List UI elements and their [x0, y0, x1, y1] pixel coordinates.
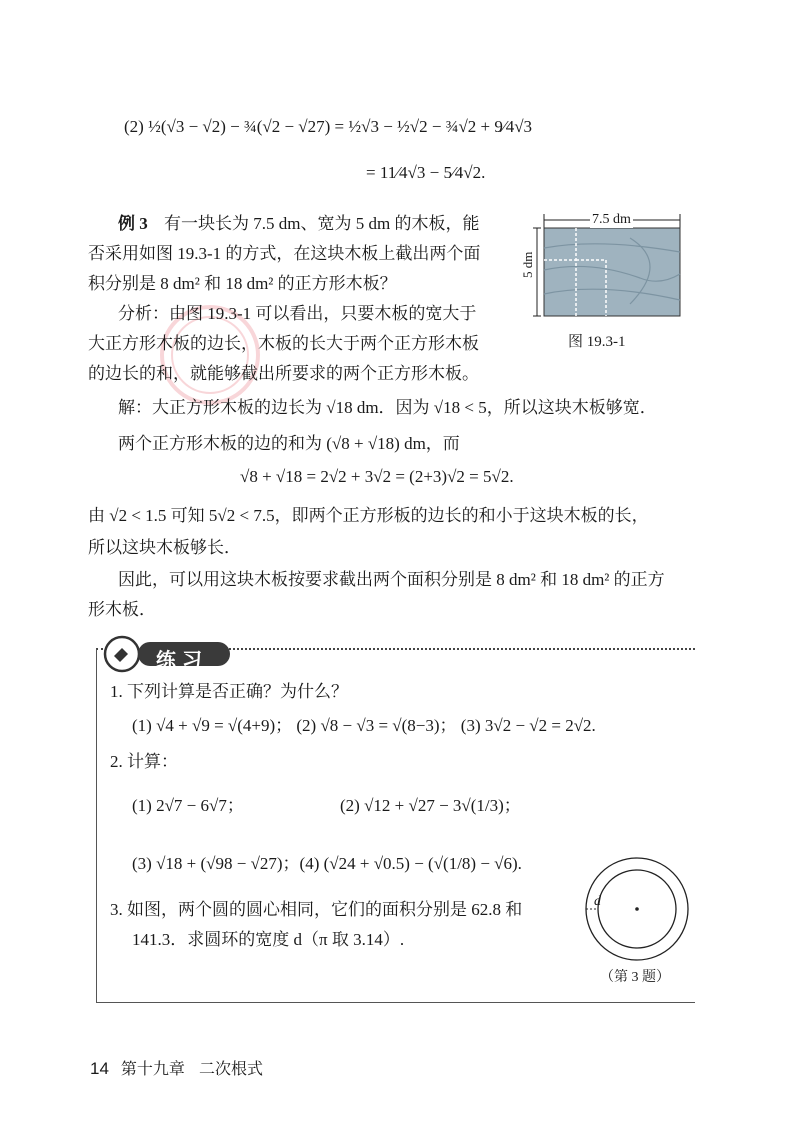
figure-height-label: 5 dm — [520, 251, 535, 278]
page-footer — [90, 1056, 263, 1079]
example3-analysis-l1: 分析：由图 19.3-1 可以看出，只要木板的宽大于 — [118, 304, 477, 323]
conclusion-line1: 因此，可以用这块木板按要求截出两个面积分别是 8 dm² 和 18 dm² 的正方 — [118, 570, 665, 589]
exercise-title: 练习 — [156, 650, 208, 672]
figure-width-label: 7.5 dm — [592, 212, 631, 227]
example3-analysis-l2: 大正方形木板的边长，木板的长大于两个正方形木板 — [88, 334, 479, 353]
exercise-q1-text: 1. 下列计算是否正确？为什么？ — [110, 682, 348, 701]
exercise-q3-caption: （第 3 题） — [600, 970, 670, 985]
solution-part2-line1: (2) ½(√3 − √2) − ¾(√2 − √27) = ½√3 − ½√2 − ¾√2 + 9⁄4√3 — [124, 117, 533, 136]
example3-text-l1: 有一块长为 7.5 dm、宽为 5 dm 的木板，能 — [164, 214, 480, 233]
exercise-q2-item2: (2) √12 + √27 − 3√(1/3)； — [340, 796, 521, 815]
exercise-q3-l2: 141.3．求圆环的宽度 d（π 取 3.14）. — [132, 930, 405, 949]
exercise-q2-item1: (1) 2√7 − 6√7； — [132, 796, 244, 815]
example3-label: 例 3 — [118, 214, 148, 233]
solution-equation: √8 + √18 = 2√2 + 3√2 = (2+3)√2 = 5√2. — [240, 467, 514, 486]
page-number: 14 — [90, 1059, 109, 1078]
exercise-q2-item3: (3) √18 + (√98 − √27)；(4) (√24 + √0.5) − (√(1/8) − √6). — [132, 854, 522, 873]
concentric-d-label: d — [594, 894, 601, 909]
exercise-q1-items: (1) √4 + √9 = √(4+9)； (2) √8 − √3 = √(8−3)； (3) 3√2 − √2 = 2√2. — [132, 716, 596, 735]
example3-analysis-l3: 的边长的和，就能够截出所要求的两个正方形木板。 — [88, 364, 479, 383]
example3-text-l2: 否采用如图 19.3-1 的方式，在这块木板上截出两个面 — [88, 244, 481, 263]
solution-part2-line2: = 11⁄4√3 − 5⁄4√2. — [366, 163, 486, 182]
figure-caption: 图 19.3-1 — [568, 334, 626, 350]
example3-text-l3: 积分别是 8 dm² 和 18 dm² 的正方形木板？ — [88, 274, 397, 293]
exercise-q2-text: 2. 计算： — [110, 752, 178, 771]
solution-line3: 由 √2 < 1.5 可知 5√2 < 7.5，即两个正方形板的边长的和小于这块木板的长， — [88, 506, 649, 525]
exercise-q3-l1: 3. 如图，两个圆的圆心相同，它们的面积分别是 62.8 和 — [110, 900, 523, 919]
solution-line4: 所以这块木板够长． — [88, 538, 241, 557]
solution-line2: 两个正方形木板的边的和为 (√8 + √18) dm，而 — [118, 434, 460, 453]
conclusion-line2: 形木板． — [88, 600, 156, 619]
chapter-title: 二次根式 — [198, 1061, 263, 1078]
solution-line1: 解：大正方形木板的边长为 √18 dm．因为 √18 < 5，所以这块木板够宽． — [118, 398, 657, 417]
chapter-label: 第十九章 — [120, 1061, 185, 1078]
